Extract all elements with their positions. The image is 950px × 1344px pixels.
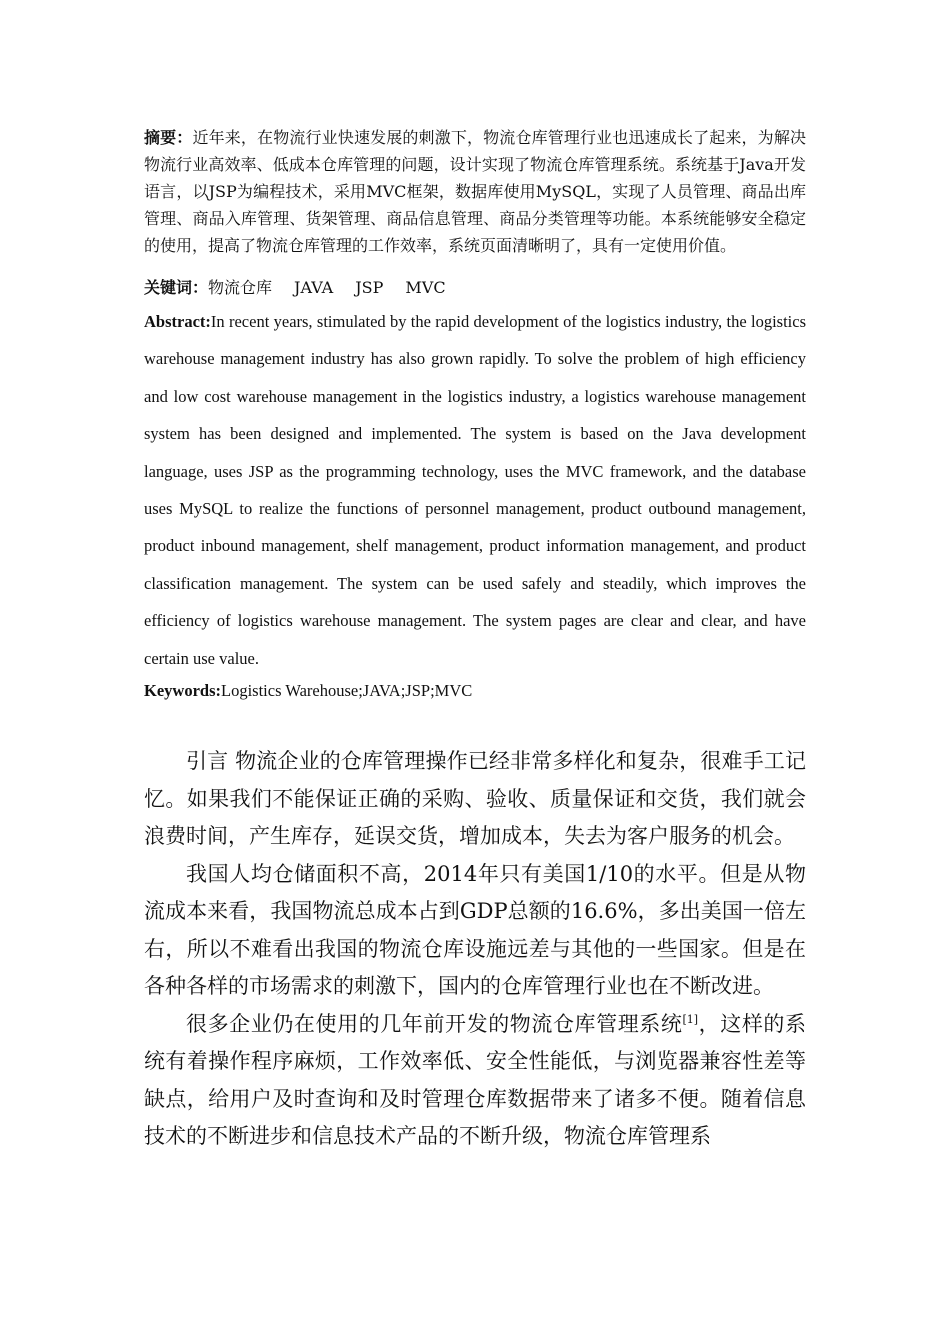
english-abstract-text: In recent years, stimulated by the rapid development of the logistics industry, the logistics warehouse management industry has also grown rapidly. To solve the problem of high efficiency and low cost warehouse management in the logistics industry, a logistics warehouse management system has been designed and implemented. The system is based on the Java development language, uses JSP as the programming technology, uses the MVC framework, and the database uses MySQL to realize the functions of personnel management, product outbound management, product inbound management, shelf management, product information management, and product classification management. The system can be used safely and steadily, which improves the efficiency of logistics warehouse management. The system pages are clear and clear, and have certain use value. xyxy=(144,312,806,668)
english-keywords-text: Logistics Warehouse;JAVA;JSP;MVC xyxy=(221,681,473,700)
chinese-keywords-label: 关键词： xyxy=(144,278,209,297)
chinese-keyword: JAVA xyxy=(294,278,334,297)
citation-reference: [1] xyxy=(682,1012,699,1026)
chinese-keywords xyxy=(144,274,806,301)
chinese-abstract-label: 摘要： xyxy=(144,128,193,147)
english-abstract-label: Abstract: xyxy=(144,312,211,331)
chinese-abstract xyxy=(144,124,806,259)
chinese-keyword: JSP xyxy=(355,278,384,297)
paragraph-storage-area: 我国人均仓储面积不高，2014年只有美国1/10的水平。但是从物流成本来看，我国物流总成本占到GDP总额的16.6%，多出美国一倍左右，所以不难看出我国的物流仓库设施远差与其他的一些国家。但是在各种各样的市场需求的刺激下，国内的仓库管理行业也在不断改进。 xyxy=(144,861,806,998)
english-keywords-label: Keywords: xyxy=(144,681,221,700)
chinese-abstract-text: 近年来，在物流行业快速发展的刺激下，物流仓库管理行业也迅速成长了起来，为解决物流行业高效率、低成本仓库管理的问题，设计实现了物流仓库管理系统。系统基于Java开发语言，以JSP为编程技术，采用MVC框架，数据库使用MySQL，实现了人员管理、商品出库管理、商品入库管理、货架管理、商品信息管理、商品分类管理等功能。本系统能够安全稳定的使用，提高了物流仓库管理的工作效率，系统页面清晰明了，具有一定使用价值。 xyxy=(144,128,806,255)
paragraph-text: ，这样的系统有着操作程序麻烦，工作效率低、安全性能低，与浏览器兼容性差等缺点，给用户及时查询和及时管理仓库数据带来了诸多不便。随着信息技术的不断进步和信息技术产品的不断升级，物流仓库管理系 xyxy=(144,1011,807,1148)
chinese-keyword: 物流仓库 xyxy=(208,278,273,297)
paragraph-text: 很多企业仍在使用的几年前开发的物流仓库管理系统 xyxy=(186,1011,683,1036)
body-text xyxy=(144,743,806,1156)
paragraph-introduction: 引言 物流企业的仓库管理操作已经非常多样化和复杂，很难手工记忆。如果我们不能保证正确的采购、验收、质量保证和交货，我们就会浪费时间，产生库存，延误交货，增加成本，失去为客户服务的机会。 xyxy=(144,749,806,848)
paragraph-legacy-systems xyxy=(144,1006,806,1156)
english-abstract xyxy=(144,303,806,677)
chinese-keyword: MVC xyxy=(405,278,446,297)
english-keywords xyxy=(144,676,806,706)
